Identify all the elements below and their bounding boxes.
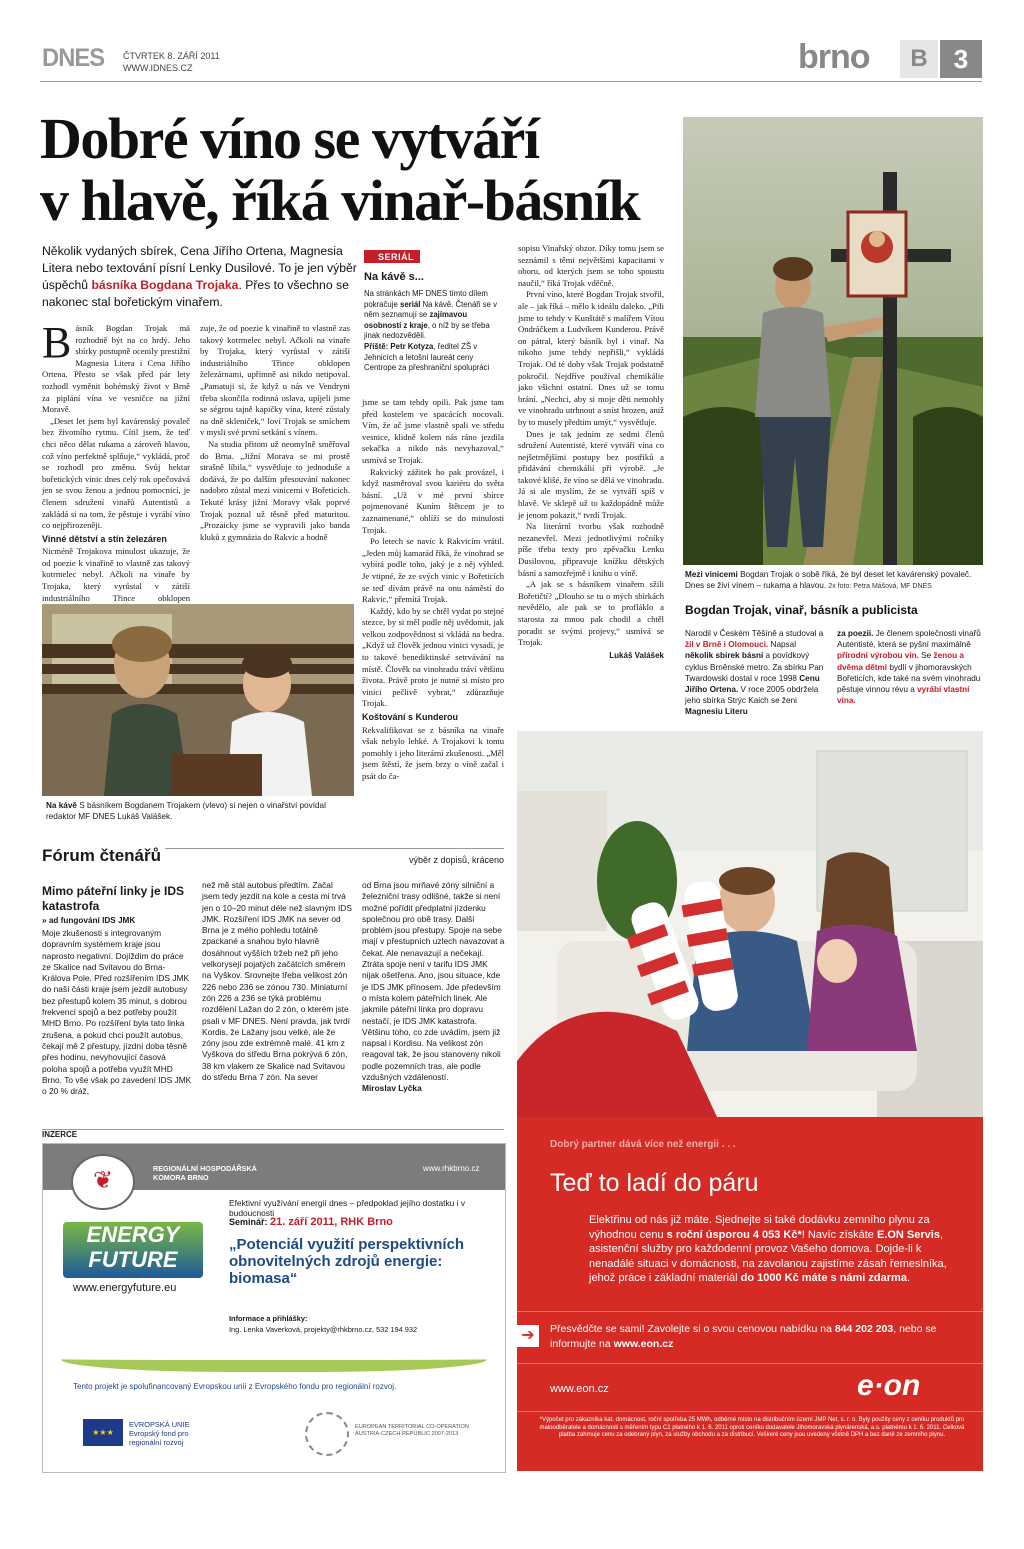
drop-cap: B [42,318,72,367]
eon-divider-1 [517,1311,983,1312]
rhk-topic: „Potenciál využití perspektivních obnovitelných zdrojů energie: biomasa“ [229,1236,465,1287]
photo-coffee [42,604,354,796]
eon-headline: Teď to ladí do páru [550,1169,759,1197]
profile-title: Bogdan Trojak, vinař, básník a publicista [685,603,918,617]
eon-cta: Přesvědčte se sami! Zavolejte si o svou cenovou nabídku na 844 202 203, nebo se informujte na www.eon.cz [550,1323,937,1350]
inzerce-label: INZERCE [42,1130,78,1139]
eon-photo [517,731,983,1117]
headline: Dobré víno se vytváří v hlavě, říká vinař-básník [40,106,640,233]
serial-text: Na stránkách MF DNES tímto dílem pokračuje seriál Na kávě. Čtenáři se v něm seznamují se zajímavou osobností z kraje, o níž by se třeba jinak nedozvěděli. [364,289,498,341]
serial-title: Na kávě s... [364,271,424,283]
rhk-ad[interactable] [42,1143,506,1473]
article-col-4: sopisu Vinařský obzor. Díky tomu jsem se seznámil s těmi největšími kapacitami v oboru, od kterých jsem se toho spoustu naučil,“ říká Trojak vděčně. První víno, které Bogdan Trojak stvořil, ale – jak říká – mělo k ideálu daleko. „Pili jsme to tehdy v Kunštátě s malířem Vítou Ondráčkem a Ludvíkem Kunderou. Právě on pátral, který básník byl i vinař. Na nikoho jsme tehdy nepřišli,“ vykládá Trojak. Od té doby však Trojak podstatně pokročil. Nejdříve používal chemikálie jako všichni ostatní. Dnes už se tomu brání. „Nechci, aby si moje děti nemohly ve vinohradu utrhnout a sníst hrozen, aniž by to musely předtím umýt,“ vysvětluje. Dnes je tak jedním ze sedmi členů sdružení Autentisté, které vytváří vína co nejšetrnějšími postupy bez postřiků a přidávání chemikálií při výrobě. „Je takové klišé, že víno se dělá ve vinohradu. Já si ale myslím, že se vytváří spíš v hlavě. Ve sklepě už to každopádně může je jenom pokazit,“ tvrdí Trojak. Na literární tvorbu však rozhodně nezanevřel. Mezi jednotlivými ročníky píše třeba texty pro zpěvačku Lenku Dusilovou, připravuje knížku dětských básní a samozřejmě i knihu o víně. „A jak se s básníkem vinařem sžili Bořetičtí? „Dlouho se tu o mých sbírkách nevědělo, ale pak se to profláklo a starosta za mnou pak chodil a chtěl poradit se svými projevy,“ usmívá se Trojak. Lukáš Valášek [518,243,664,660]
issue-web: WWW.IDNES.CZ [123,63,193,73]
forum-title: Fórum čtenářů [42,846,165,866]
eu-flag-icon: ★★★ [83,1419,123,1446]
eon-footnote: *Výpočet pro zákazníka kat. domácnost, roční spotřeba 25 MWh, odběrné místo na distribučním území JMP Net, s. r. o. Byly použity ceny z ceníku produktů pro maloodběratele a domácnosti s měřením typu C1 platného k 1. 6. 2011 oproti ceníku dodavatele Jihomoravská plynárenská, a.s. platnému k 1. 6. 2011. Celková platba zahrnuje cenu za odebraný plyn, za služby obchodu a za distribuci. Veškeré ceny jsou uvedeny včetně DPH a bez daně ze zemního plynu. [539,1417,965,1439]
article-col-2: zuje, že od poezie k vinařině to vlastně zas takový kotrmelec nebyl. Ačkoli na vinaře by Trojaka, který vyrůstal v zátiší industriálního Třince obklopen železárnami, upřímně asi nikdo netipoval. „Pamatuji si, že když u nás ve Vendryni třeba skončila rodinná oslava, upíjeli jsme se ségrou tajně kapičky vína, které zůstaly na dně skleniček,“ loví Trojak se smíchem v mysli své první setkání s vínem. Na studia přitom už neomylně směřoval do Brna. „Jižní Morava se mi prostě strašně líbila,“ vysvětluje to jednoduše a dodává, že po dalším přesouvání nakonec nadobro zůstal mezi vinicemi v Bořeticích. Tekuté krásy jižní Moravy však poprvé Trojak poznal už těsně před maturitou. „Prozaicky jsme se vypravili jako banda kluků z gymnázia do Rakvic a hodně [200,323,350,542]
eon-web[interactable]: www.eon.cz [550,1383,609,1395]
profile-col-1: Narodil v Českém Těšíně a studoval a žil v Brně i Olomouci. Napsal několik sbírek básní a povídkový cyklus Brněnské metro. Za sbírku Pan Twardowski dostal v roce 1998 Cenu Jiřího Ortena. V roce 2005 obdržela jeho sbírka Strýc Kaich se ženi Magnesiu Literu [685,629,824,717]
rhk-web[interactable]: www.rhkbrno.cz [423,1164,480,1173]
eon-ad[interactable] [517,1117,983,1471]
eon-tagline: Dobrý partner dává více než energii . . . [550,1139,736,1150]
eon-body: Elektřinu od nás již máte. Sjednejte si také dodávku zemního plynu za výhodnou cenu s roční úsporou 4 053 Kč*! Navíc získáte E.ON Servis, asistenční služby pro každodenní provoz Vašeho domova. Dojde-li k nenadálé situaci v domácnosti, na zavolanou zajistíme zásah řemeslníka, jehož práce i základní materiál do 1000 Kč máte s námi zdarma. [589,1214,947,1284]
section-letter: B [900,40,938,78]
issue-date: ČTVRTEK 8. ZÁŘÍ 2011 [123,51,220,61]
article-col-1: Básník Bogdan Trojak má rozhodně být na co hrdý. Jeho sbírky postupně ocenily prestižní Magnesia Litera i Cena Jiřího Ortena. Přesto se však před pár lety rozhodl vyměnit bohémský život v Brně za piplání vína ve vesničce na jižní Moravě. „Deset let jsem byl kavárenský povaleč bez životního rytmu. Cítil jsem, že teď chci něco dělat rukama a zároveň hlavou, což víno perfektně splňuje,“ vykládá, proč se rozhodl pro změnu. Svůj hektar bořetických vinic dnes celý rok opečovává jen se svou ženou a jednou pomocnicí, je členem sdružení vinařů Autentistů a zakládá si na tom, že pěstuje i vyrábí víno co nejpřirozeněji. Vinné dětství a stín železáren Nicméně Trojakova minulost ukazuje, že od poezie k vinařině to vlastně zas takový kotrmelec nebyl. Ačkoli na vinaře by Trojaka, který vyrůstal v zátiší industriálního Třince obklopen [42,318,190,603]
serial-tag: SERIÁL [364,250,420,263]
rhk-info-label: Informace a přihlášky: [229,1314,308,1323]
photo-coffee-caption: Na kávě S básníkem Bogdanem Trojakem (vlevo) si nejen o vinařství povídal redaktor MF DNES Lukáš Valášek. [46,801,326,821]
rhk-seminar: Seminář: 21. září 2011, RHK Brno [229,1216,393,1228]
rhk-crest-icon: ❦ [71,1154,135,1210]
letter-title: Mimo páteřní linky je IDS katastrofa [42,884,185,913]
photo-vineyard [683,117,983,565]
rhk-etc: EUROPEAN TERRITORIAL CO-OPERATION AUSTRIA-CZECH REPUBLIC 2007-2013 [355,1424,469,1437]
rhk-eu-text: EVROPSKÁ UNIE Evropský fond pro regionální rozvoj [129,1420,190,1447]
energy-future-web[interactable]: www.energyfuture.eu [73,1282,177,1294]
section-name: brno [798,38,870,76]
forum-col-3: od Brna jsou mrňavé zóny silniční a železniční trasy odlišné, takže si není možné pořídit předplatní jízdenku společnou pro obě trasy. Další problém jsou přestupy. Spoje na sebe mají v přestupních uzlech navazovat a čekat. Ale nenavazují a nečekají. Ztráta spoje není v tarifu IDS JMK nijak ošetřena. Ano, jsou situace, kde je IDS JMK přínosem. Jde především o místa kolem páteřních linek. Ale jakmile páteřní linka pro dopravu nestačí, je IDS JMK katastrofa. Většinu toho, co zde uvádím, jsem již napsal i Kordisu. Na velikost zón reagoval tak, že jsou stanoveny nikoli podle pozemních tras, ale podle vzdušných vzdáleností. Miroslav Lyčka [362,880,505,1094]
inzerce-rule [42,1129,504,1130]
energy-future-logo: ENERGY FUTURE [63,1222,203,1278]
etc-seal-icon [305,1412,349,1456]
header-rule [40,81,982,82]
arrow-right-icon[interactable]: ➔ [517,1325,539,1347]
rhk-intro: Efektivní využívání energií dnes – předpoklad jejího dostatku i v budoucnosti [229,1198,466,1218]
photo-vineyard-caption: Mezi vinicemi Bogdan Trojak o sobě říká, že byl deset let kavárenský povaleč. Dnes se živí vínem – rukama a hlavou. 2x foto: Petra Mášová, MF DNES [685,570,972,590]
letter-topic: » ad fungování IDS JMK [42,916,136,925]
eon-divider-3 [517,1411,983,1412]
lead: Několik vydaných sbírek, Cena Jiřího Ortena, Magnesia Litera nebo textování písní Lenky Dusilové. To je jen výběr úspěchů básníka Bogdana Trojaka. Přes to všechno se nakonec stal bořetickým vinařem. [42,244,357,309]
rhk-chamber: REGIONÁLNÍ HOSPODÁŘSKÁ KOMORA BRNO [153,1164,257,1182]
page-number: 3 [940,40,982,78]
article-col-3: jsme se tam tehdy opili. Pak jsme tam před kostelem ve spacácích nocovali. Vím, že ač jsme vlastně spali ve středu vesnice, klidně kolem nás ráno jezdila sekačka a nikdo nás nevyhazoval,“ usmívá se Trojak. Rakvický zážitek ho pak provázel, i když nasměroval svou kariéru do světa básní. „Už v mé první sbírce pojmenované Kuním štětcem je to zaznamenané,“ ohlíží se do minulosti Trojak. Po letech se navíc k Rakvicím vrátil. „Jeden můj kamarád říká, že vinohrad se vybírá podle toho, jaký je z něj výhled. Je vtipné, že ze svých vinic v Bořeticích se teď dívám právě na onu náměstí do Rakvic,“ přemítá Trojak. Každý, kdo by se chtěl vydat po stejné stezce, by si měl podle něj uvědomit, jak velkou zodpovědnost si vkládá na bedra. „Když už člověk jednou vinici vysadí, je to takové benediktinské setrvávání na místě. Člověk na vinohradu tráví většinu života. Právě proto je nutné si místo pro vinici pečlivě vybrat,“ zdůrazňuje Trojak. Koštování s Kunderou Rekvalifikovat se z básníka na vinaře však nebylo lehké. A Trojakovi k tomu pomohly i jeho literární zkušenosti. „Měl jsem štěstí, že jsem brzy o víně začal i psát do ča- [362,397,504,781]
profile-col-2: za poezii. Je členem společnosti vinařů Autentisté, která se pyšní maximálně přírodní výrobou vín. Se ženou a dvěma dětmi bydlí v jihomoravských Bořeticích, kde také na svém vinohradu pěstuje vinnou révu a vyrábí vlastní vína. [837,629,981,706]
rhk-info: Ing. Lenka Vaverková, projekty@rhkbrno.cz, 532 194 932 [229,1325,418,1334]
eon-divider-2 [517,1363,983,1364]
eon-logo: e·on [857,1369,921,1402]
masthead-logo: DNES [42,44,105,72]
rhk-eu-note: Tento projekt je spolufinancovaný Evropskou unií z Evropského fondu pro regionální rozvoj. [73,1382,397,1391]
forum-col-2: než mě stál autobus předtím. Začal jsem tedy jezdit na kole a cesta mi trvá jen o 10–20 minut déle než slavným IDS JMK. Rozšíření IDS JMK na sever od Brna je z mého pohledu totálně zpackané a snahou bylo hlavně dosáhnout vyšších tržeb než při jeho velkorysejí pojatých začátcích směrem na Vyškov. Srovnejte třeba velikost zón 226 nebo 236 se zónou 730. Miniaturní zón 226 a 236 se týká problému rozdělení Lažan do 2 zón, o kterém jste psali v MF DNES. Není pravda, jak tvrdí Kordis, že Lažany jsou velké, ale že zóny jsou zde extrémně malé. 41 km z Vyškova do středu Brna pokrývá 6 zón, 38 km vlakem ze Skalice nad Svitavou do středu Brna 7 zón. Na sever [202,880,352,1083]
forum-col-1: Moje zkušenosti s integrovaným dopravním systémem kraje jsou naprosto negativní. Dojíždím do práce ze Skalice nad Svitavou do Brna-Králova Pole. Před rozšířením IDS JMK do naší části kraje jsem jezdil autobusy bez přestupů kolem 35 minut, s dobrou frekvencí spojů a bez potřeby použít MHD Brno. Po rozšíření byla tato linka zrušena, a pokud chci použít autobus, čekají mě 2 přestupy, jízdní doba těsně přes hodinu, nevyhovující časová poloha spojů a potřeba využít MHD Brno. To vše však po zavedení IDS JMK o 20 % dráž, [42,928,192,1097]
serial-box: SERIÁL Na kávě s... Na stránkách MF DNES tímto dílem pokračuje seriál Na kávě. Čtenáři se v něm seznamují se zajímavou osobností z kraje, o níž by se třeba jinak nedozvěděli. Příště: Petr Kotyza, ředitel ZŠ v Jehnicích a letošní laureát ceny Centrope za přeshraniční spolupráci [364,247,504,374]
forum-subtitle: výběr z dopisů, kráceno [408,855,504,865]
rhk-green-band [61,1340,487,1372]
